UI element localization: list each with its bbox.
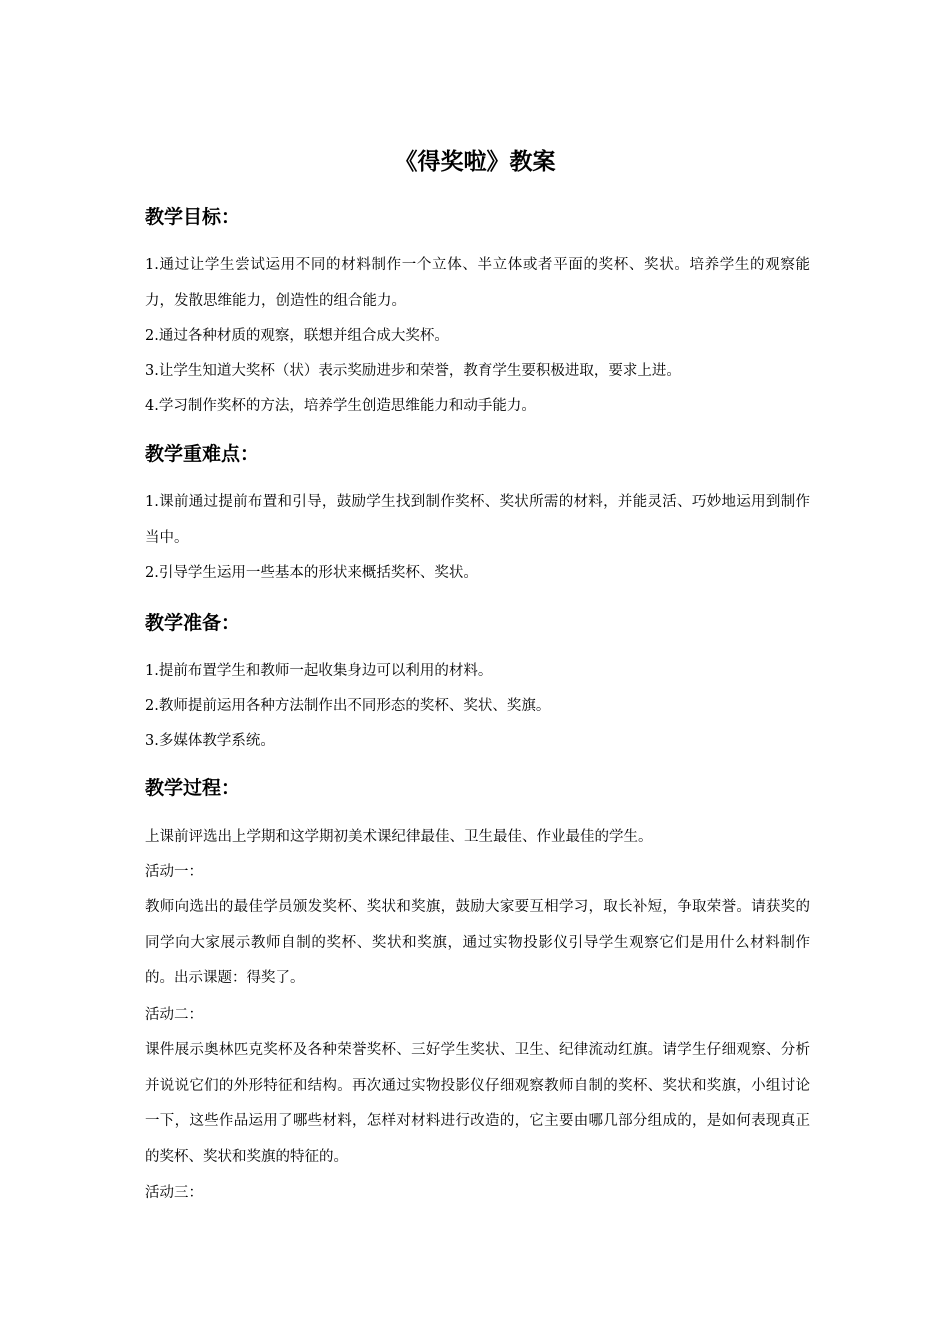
process-activity-1-label: 活动一： (145, 864, 203, 880)
key-point-item-1: 1.课前通过提前布置和引导，鼓励学生找到制作奖杯、奖状所需的材料，并能灵活、巧妙地运用到制作当中。 (145, 494, 810, 546)
objective-item-3: 3.让学生知道大奖杯（状）表示奖励进步和荣誉，教育学生要积极进取，要求上进。 (145, 363, 681, 379)
process-activity-1-text: 教师向选出的最佳学员颁发奖杯、奖状和奖旗，鼓励大家要互相学习，取长补短，争取荣誉。请获奖的同学向大家展示教师自制的奖杯、奖状和奖旗，通过实物投影仪引导学生观察它们是用什么材料制作的。出示课题：得奖了。 (145, 899, 810, 986)
heading-preparation: 教学准备： (145, 612, 241, 634)
process-item-1: 上课前评选出上学期和这学期初美术课纪律最佳、卫生最佳、作业最佳的学生。 (145, 829, 653, 845)
process-activity-2-text: 课件展示奥林匹克奖杯及各种荣誉奖杯、三好学生奖状、卫生、纪律流动红旗。请学生仔细观察、分析并说说它们的外形特征和结构。再次通过实物投影仪仔细观察教师自制的奖杯、奖状和奖旗，小组讨论一下，这些作品运用了哪些材料，怎样对材料进行改造的，它主要由哪几部分组成的，是如何表现真正的奖杯、奖状和奖旗的特征的。 (145, 1042, 810, 1165)
heading-objectives: 教学目标： (145, 206, 241, 228)
objective-item-2: 2.通过各种材质的观察，联想并组合成大奖杯。 (145, 328, 449, 344)
objective-item-1: 1.通过让学生尝试运用不同的材料制作一个立体、半立体或者平面的奖杯、奖状。培养学生的观察能力，发散思维能力，创造性的组合能力。 (145, 257, 810, 309)
process-activity-3-label: 活动三： (145, 1185, 203, 1201)
heading-process: 教学过程： (145, 777, 241, 799)
key-point-item-2: 2.引导学生运用一些基本的形状来概括奖杯、奖状。 (145, 565, 478, 581)
document-title: 《得奖啦》教案 (394, 149, 556, 175)
process-activity-2-label: 活动二： (145, 1007, 203, 1023)
preparation-item-3: 3.多媒体教学系统。 (145, 733, 275, 749)
preparation-item-1: 1.提前布置学生和教师一起收集身边可以利用的材料。 (145, 663, 493, 679)
heading-key-points: 教学重难点： (145, 443, 260, 465)
preparation-item-2: 2.教师提前运用各种方法制作出不同形态的奖杯、奖状、奖旗。 (145, 698, 551, 714)
objective-item-4: 4.学习制作奖杯的方法，培养学生创造思维能力和动手能力。 (145, 398, 536, 414)
